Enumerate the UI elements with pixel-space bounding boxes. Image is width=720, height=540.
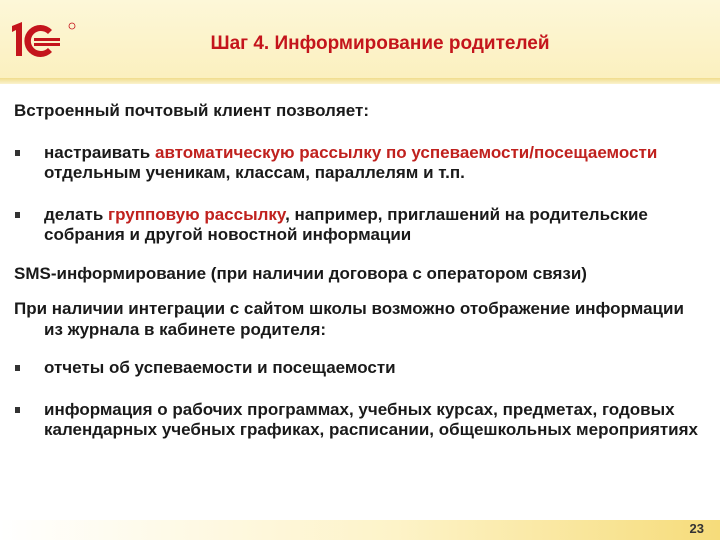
page-number: 23 (689, 521, 704, 536)
slide-content (14, 100, 704, 440)
header-divider (0, 78, 720, 84)
bullet-marker-icon (15, 365, 20, 371)
bullet-marker-icon (15, 407, 20, 413)
list-item: настраивать автоматическую рассылку по успеваемости/посещаемости отдельным ученикам, классам, параллелям и т.п. (14, 143, 704, 183)
list-item: делать групповую рассылку, например, приглашений на родительские собрания и другой новостной информации (14, 205, 704, 245)
sms-text: SMS-информирование (при наличии договора с оператором связи) (14, 264, 587, 283)
list-item: отчеты об успеваемости и посещаемости (14, 358, 704, 378)
bullet-marker-icon (15, 150, 20, 156)
list-item: информация о рабочих программах, учебных курсах, предметах, годовых календарных учебных графиках, расписании, общешкольных мероприятиях (14, 400, 704, 440)
slide-title: Шаг 4. Информирование родителей (210, 33, 550, 54)
footer-band (0, 520, 720, 540)
bullet-marker-icon (15, 212, 20, 218)
intro-text: Встроенный почтовый клиент позволяет: (14, 101, 369, 120)
integration-text: При наличии интеграции с сайтом школы возможно отображение информации из журнала в кабинете родителя: (14, 299, 684, 339)
1c-logo-icon (8, 18, 78, 64)
